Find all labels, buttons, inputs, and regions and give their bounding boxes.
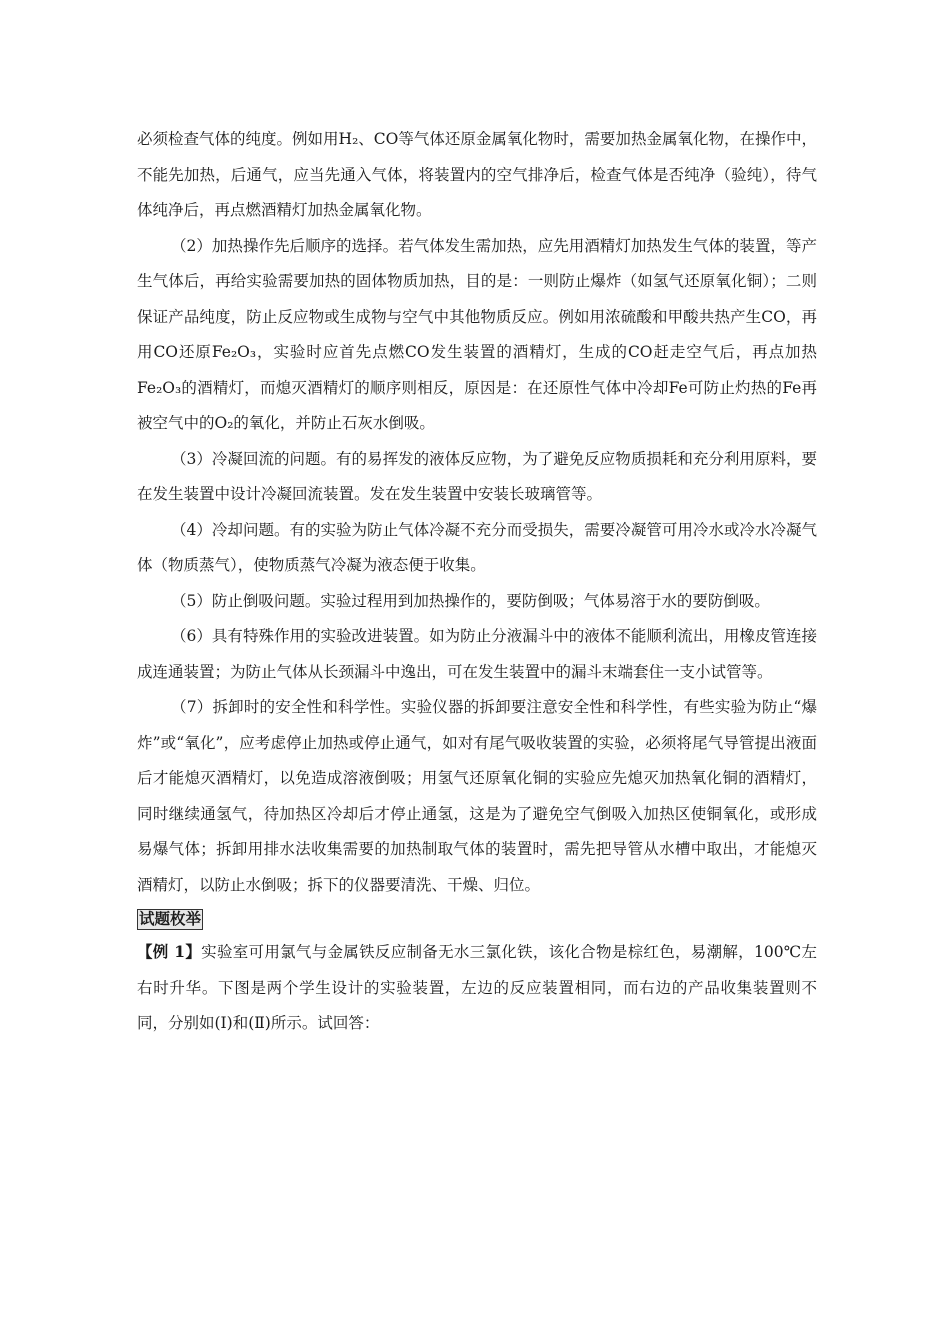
section-heading: 试题枚举 <box>139 910 202 928</box>
paragraph-special-devices: （6）具有特殊作用的实验改进装置。如为防止分液漏斗中的液体不能顺利流出，用橡皮管连接成连通装置；为防止气体从长颈漏斗中逸出，可在发生装置中的漏斗末端套住一支小试管等。 <box>137 627 817 681</box>
document-body <box>137 122 817 1042</box>
paragraph-disassembly: （7）拆卸时的安全性和科学性。实验仪器的拆卸要注意安全性和科学性，有些实验为防止“爆炸”或“氧化”，应考虑停止加热或停止通气，如对有尾气吸收装置的实验，必须将尾气导管提出液面后才能熄灭酒精灯，以免造成溶液倒吸；用氢气还原氧化铜的实验应先熄灭加热氧化铜的酒精灯，同时继续通氢气，待加热区冷却后才停止通氢，这是为了避免空气倒吸入加热区使铜氧化，或形成易爆气体；拆卸用排水法收集需要的加热制取气体的装置时，需先把导管从水槽中取出，才能熄灭酒精灯，以防止水倒吸；拆下的仪器要清洗、干燥、归位。 <box>137 698 817 894</box>
example-text: 实验室可用氯气与金属铁反应制备无水三氯化铁，该化合物是棕红色，易潮解，100℃左右时升华。下图是两个学生设计的实验装置，左边的反应装置相同，而右边的产品收集装置则不同，分别如(Ⅰ)和(Ⅱ)所示。试回答： <box>137 943 817 1032</box>
paragraph-suck-back: （5）防止倒吸问题。实验过程用到加热操作的，要防倒吸；气体易溶于水的要防倒吸。 <box>171 591 770 610</box>
paragraph-cooling: （4）冷却问题。有的实验为防止气体冷凝不充分而受损失，需要冷凝管可用冷水或冷水冷凝气体（物质蒸气），使物质蒸气冷凝为液态便于收集。 <box>137 520 817 574</box>
paragraph-heating-order: （2）加热操作先后顺序的选择。若气体发生需加热，应先用酒精灯加热发生气体的装置，等产生气体后，再给实验需要加热的固体物质加热，目的是：一则防止爆炸（如氢气还原氧化铜）；二则保证产品纯度，防止反应物或生成物与空气中其他物质反应。例如用浓硫酸和甲酸共热产生CO，再用CO还原Fe₂O₃，实验时应首先点燃CO发生装置的酒精灯，生成的CO赶走空气后，再点加热Fe₂O₃的酒精灯，而熄灭酒精灯的顺序则相反，原因是：在还原性气体中冷却Fe可防止灼热的Fe再被空气中的O₂的氧化，并防止石灰水倒吸。 <box>137 236 817 432</box>
example-paragraph <box>137 934 817 1042</box>
section-heading-wrapper <box>137 903 817 934</box>
example-tag: 【例 1】 <box>137 942 202 961</box>
paragraph-gas-purity: 必须检查气体的纯度。例如用H₂、CO等气体还原金属氧化物时，需要加热金属氧化物，在操作中，不能先加热，后通气，应当先通入气体，将装置内的空气排净后，检查气体是否纯净（验纯），待气体纯净后，再点燃酒精灯加热金属氧化物。 <box>137 130 817 219</box>
paragraph-reflux: （3）冷凝回流的问题。有的易挥发的液体反应物，为了避免反应物质损耗和充分利用原料，要在发生装置中设计冷凝回流装置。发在发生装置中安装长玻璃管等。 <box>137 449 817 503</box>
